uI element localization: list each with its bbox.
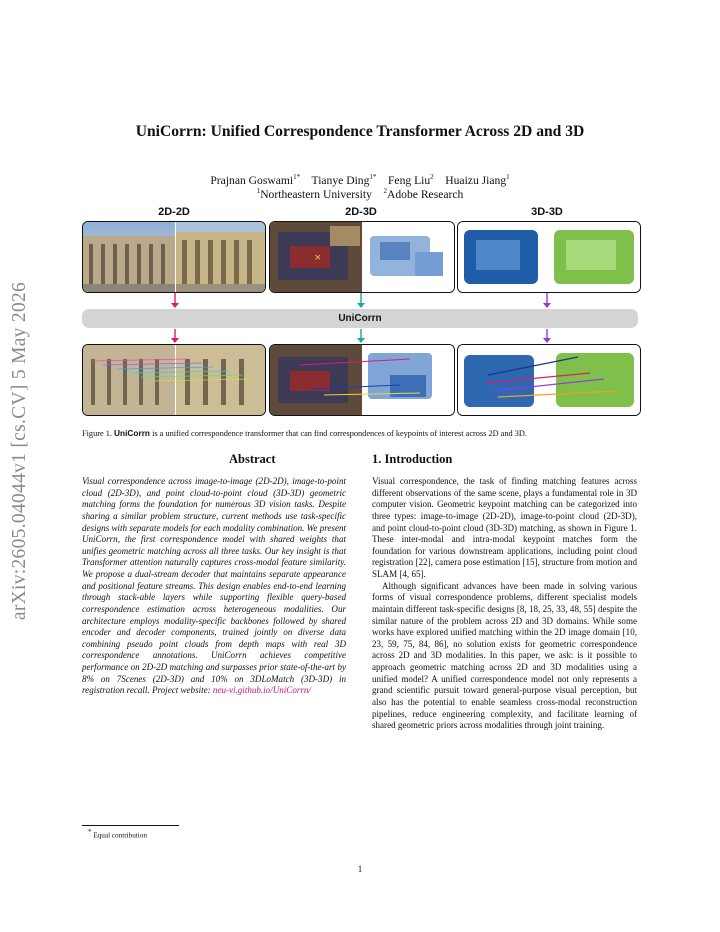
author-sup: 1* [293, 173, 301, 181]
abstract-text: Visual correspondence across image-to-image (2D-2D), image-to-point cloud (2D-3D), and point cloud-to-point cloud (3D-3D) geometric matching forms the foundation for numerous 3D vision tasks. Despite sharing a similar problem structure, current methods use task-specific designs with separate models for each modality combination. We present UniCorrn, the first correspondence model with shared weights that unifies geometric matching across all three tasks. Our key insight is that Transformer attention naturally captures cross-modal feature similarity. We propose a dual-stream decoder that maintains separate appearance and positional feature streams. This design enables end-to-end learning through stack-able layers while supporting flexible query-based correspondence estimation across heterogeneous modalities. Our architecture employs modality-specific backbones followed by shared encoder and decoder components, trained jointly on diverse data combining pseudo point clouds from depth maps with real 3D correspondence annotations. UniCorrn achieves competitive performance on 2D-2D matching and surpasses prior state-of-the-art by 8% on 7Scenes (2D-3D) and 10% on 3DLoMatch (3D-3D) in registration recall. Project website: [82, 476, 346, 696]
author-name: Prajnan Goswami [210, 173, 294, 187]
panel-2d2d-input [82, 221, 266, 293]
room-image-and-cloud [270, 222, 454, 292]
panel-3d3d-input [457, 221, 641, 293]
cloud-matches [458, 345, 640, 415]
author-name: Tianye Ding [311, 173, 370, 187]
author-name: Feng Liu [387, 173, 431, 187]
affiliation: Northeastern University [260, 187, 372, 201]
intro-heading: 1. Introduction [372, 452, 453, 466]
caption-bold: UniCorrn [114, 428, 150, 438]
affiliations [0, 187, 720, 201]
arrows-down-bottom [0, 328, 720, 344]
author-name: Huaizu Jiang [445, 173, 507, 187]
author-sup: 1* [369, 173, 377, 181]
author-sup: 2 [430, 173, 434, 181]
panel-title-3d3d: 3D-3D [531, 206, 563, 218]
paper-title: UniCorrn: Unified Correspondence Transformer Across 2D and 3D [135, 123, 585, 140]
panel-3d3d-output [457, 344, 641, 416]
footnote [88, 828, 147, 839]
footnote-mark: * [88, 828, 92, 836]
page-number: 1 [357, 864, 363, 874]
building-matches [83, 345, 265, 415]
project-link[interactable]: neu-vi.github.io/UniCorrn/ [212, 685, 311, 696]
footnote-text: Equal contribution [93, 831, 147, 840]
intro-body [372, 476, 637, 732]
room-matches [270, 345, 454, 415]
affiliation: Adobe Research [387, 187, 464, 201]
arxiv-stamp: arXiv:2605.04044v1 [cs.CV] 5 May 2026 [9, 281, 30, 621]
building-images [83, 222, 265, 292]
caption-text: is a unified correspondence transformer that can find correspondences of keypoints of interest across 2D and 3D. [152, 429, 527, 438]
author-list [0, 173, 720, 187]
abstract-heading: Abstract [229, 452, 276, 466]
affil-sup: 1 [256, 187, 261, 195]
panel-2d3d-input [269, 221, 455, 293]
abstract-body [82, 476, 346, 697]
point-clouds [458, 222, 640, 292]
author-sup: 1 [506, 173, 510, 181]
unicorrn-bar: UniCorrn [82, 309, 638, 328]
caption-label: Figure 1. [82, 429, 112, 438]
svg-text:×: × [314, 253, 322, 263]
footnote-rule [82, 825, 179, 826]
intro-paragraph-1: Visual correspondence, the task of finding matching features across different observations of the same scene, plays a fundamental role in 3D computer vision. Geometric keypoint matching can be categorized into three types: image-to-image (2D-2D), image-to-point cloud (2D-3D), and point cloud-to-point cloud (3D-3D) matching, as shown in Figure 1. These inter-modal and intra-modal keypoint matches form the foundation for various downstream applications, including point cloud registration [22], camera pose estimation [15], structure from motion and SLAM [4, 65]. [372, 476, 637, 579]
affil-sup: 2 [383, 187, 388, 195]
intro-paragraph-2: Although significant advances have been made in solving various forms of visual correspondence problems, different specialist models maintain different task-specific designs [8, 18, 25, 33, 48, 55] despite the similar nature of the problem across 2D and 3D domains. While some works have explored unified matching within the 2D image domain [10, 23, 59, 75, 84, 86], no solution exists for geometric correspondence across 2D and 3D modalities. In this paper, we ask: is it possible to approach geometric matching across 2D and 3D modalities using a unified model? A unified correspondence model not only represents a grand scientific pursuit toward general-purpose visual perception, but also has the potential to enable seamless cross-modal reconstruction pipelines, reduce engineering complexity, and facilitate learning of shared geometric priors across modalities through joint training. [372, 580, 637, 731]
panel-title-2d2d: 2D-2D [158, 206, 190, 218]
panel-title-2d3d: 2D-3D [345, 206, 377, 218]
panel-2d3d-output [269, 344, 455, 416]
figure-caption [82, 428, 642, 438]
arrows-down-top [0, 291, 720, 309]
panel-2d2d-output [82, 344, 266, 416]
